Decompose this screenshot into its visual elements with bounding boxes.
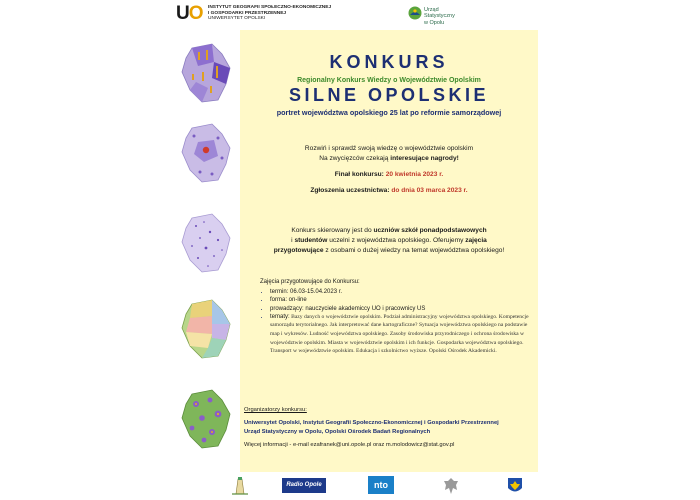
final-line (240, 170, 538, 180)
intro-line2-prizes: interesujące nagrody! (390, 155, 459, 162)
map-counties-icon (178, 298, 234, 360)
final-label: Finał konkursu: (334, 171, 386, 178)
organizer-1: Uniwersytet Opolski, Instytut Geografii Społeczno-Ekonomicznej i Gospodarki Przestrzennej (244, 420, 499, 427)
audience-block (240, 226, 538, 256)
registration-date: do dnia 03 marca 2023 r. (391, 187, 468, 194)
subtitle: Regionalny Konkurs Wiedzy o Województwie Opolskim (297, 77, 481, 84)
poster (172, 0, 538, 500)
audience-text2: i (291, 237, 295, 244)
radio-opole-logo: Radio Opole (282, 478, 326, 493)
lighthouse-logo-icon (230, 476, 250, 496)
uo-institute-name (208, 5, 358, 22)
gus-line1: Urząd Statystyczny (424, 7, 455, 20)
uo-line2: I GOSPODARKI PRZESTRZENNEJ (208, 10, 287, 16)
main-title: SILNE OPOLSKIE (288, 85, 490, 105)
organizers-block (244, 406, 536, 450)
map-settlements-icon (178, 212, 234, 274)
uo-line1: INSTYTUT GEOGRAFII SPOŁECZNO-EKONOMICZNEJ (208, 5, 332, 10)
topics-text: Bazy danych o województwie opolskim. Podział administracyjny województwa opolskiego. Kompetencje samorządu terytorialnego. Jak interpretować dane kartograficzne? Sytuacja województwa opolskiego na podstawie map i wykresów. Ludność województwa opolskiego. Zasoby środowiska przyrodniczego i ochrona środowiska w województwie opolskim. Miasta w województwie opolskim i ich funkcje. Gospodarka województwa opolskiego. Transport w województwie opolskim. Edukacja i szkolnictwo wyższe. Opolski Ośrodek Akademicki. (270, 313, 529, 355)
intro-line1: Rozwiń i sprawdź swoją wiedzę o województwie opolskim (304, 145, 474, 152)
header (172, 0, 538, 30)
audience-preparatory: przygotowujące (273, 247, 324, 254)
map-environment-icon (178, 388, 234, 450)
classes-term: • termin: 06.03-15.04.2023 r. (270, 288, 530, 296)
audience-text3: uczelni z województwa opolskiego. Oferujemy (327, 237, 466, 244)
opole-coat-of-arms-icon (506, 476, 524, 496)
classes-lead: • prowadzący: nauczyciele akademiccy UO i pracownicy US (270, 305, 530, 313)
kicker: KONKURS (329, 52, 449, 72)
audience-line1 (240, 226, 538, 236)
intro-line2-text: Na zwycięzców czekają (319, 155, 391, 162)
intro-line2 (240, 154, 538, 164)
classes-form: • forma: on-line (270, 296, 530, 304)
registration-label: Zgłoszenia uczestnictwa: (310, 187, 392, 194)
uo-logo: UO (176, 3, 203, 24)
audience-text4: z osobami o dużej wiedzy na temat województwa opolskiego! (323, 247, 505, 254)
map-column (172, 30, 240, 472)
gus-line2: w Opolu (424, 19, 445, 26)
gus-name (424, 7, 468, 26)
audience-line3 (240, 246, 538, 256)
map-population-icon (178, 42, 234, 104)
tagline: portret województwa opolskiego 25 lat po reformie samorządowej (276, 108, 502, 117)
classes-topics (270, 313, 530, 356)
map-density-icon (178, 122, 234, 184)
classes-heading: Zajęcia przygotowujące do Konkursu: (260, 279, 360, 285)
nto-logo: nto (368, 476, 394, 494)
final-date: 20 kwietnia 2023 r. (385, 171, 444, 178)
topics-label: tematy: (270, 313, 290, 320)
audience-line2 (240, 236, 538, 246)
registration-line (240, 186, 538, 196)
audience-text1: Konkurs skierowany jest do (291, 227, 374, 234)
uo-line3: UNIWERSYTET OPOLSKI (208, 16, 266, 22)
audience-students: studentów (294, 237, 328, 244)
classes-block (260, 278, 530, 356)
contact-info: Więcej informacji - e-mail ezafranek@uni.opole.pl oraz m.molodowicz@stat.gov.pl (244, 442, 455, 449)
sponsor-logos (172, 472, 538, 500)
intro-block (240, 144, 538, 196)
polish-eagle-icon (442, 476, 460, 496)
classes-list (260, 288, 530, 356)
audience-pupils: uczniów szkół ponadpodstawowych (373, 227, 487, 234)
gus-logo (408, 4, 468, 30)
organizer-2: Urząd Statystyczny w Opolu, Opolski Ośrodek Badań Regionalnych (244, 428, 431, 435)
organizers-label: Organizatorzy konkursu: (244, 407, 307, 413)
audience-classes: zajęcia (465, 237, 487, 244)
gus-emblem-icon (408, 6, 422, 20)
